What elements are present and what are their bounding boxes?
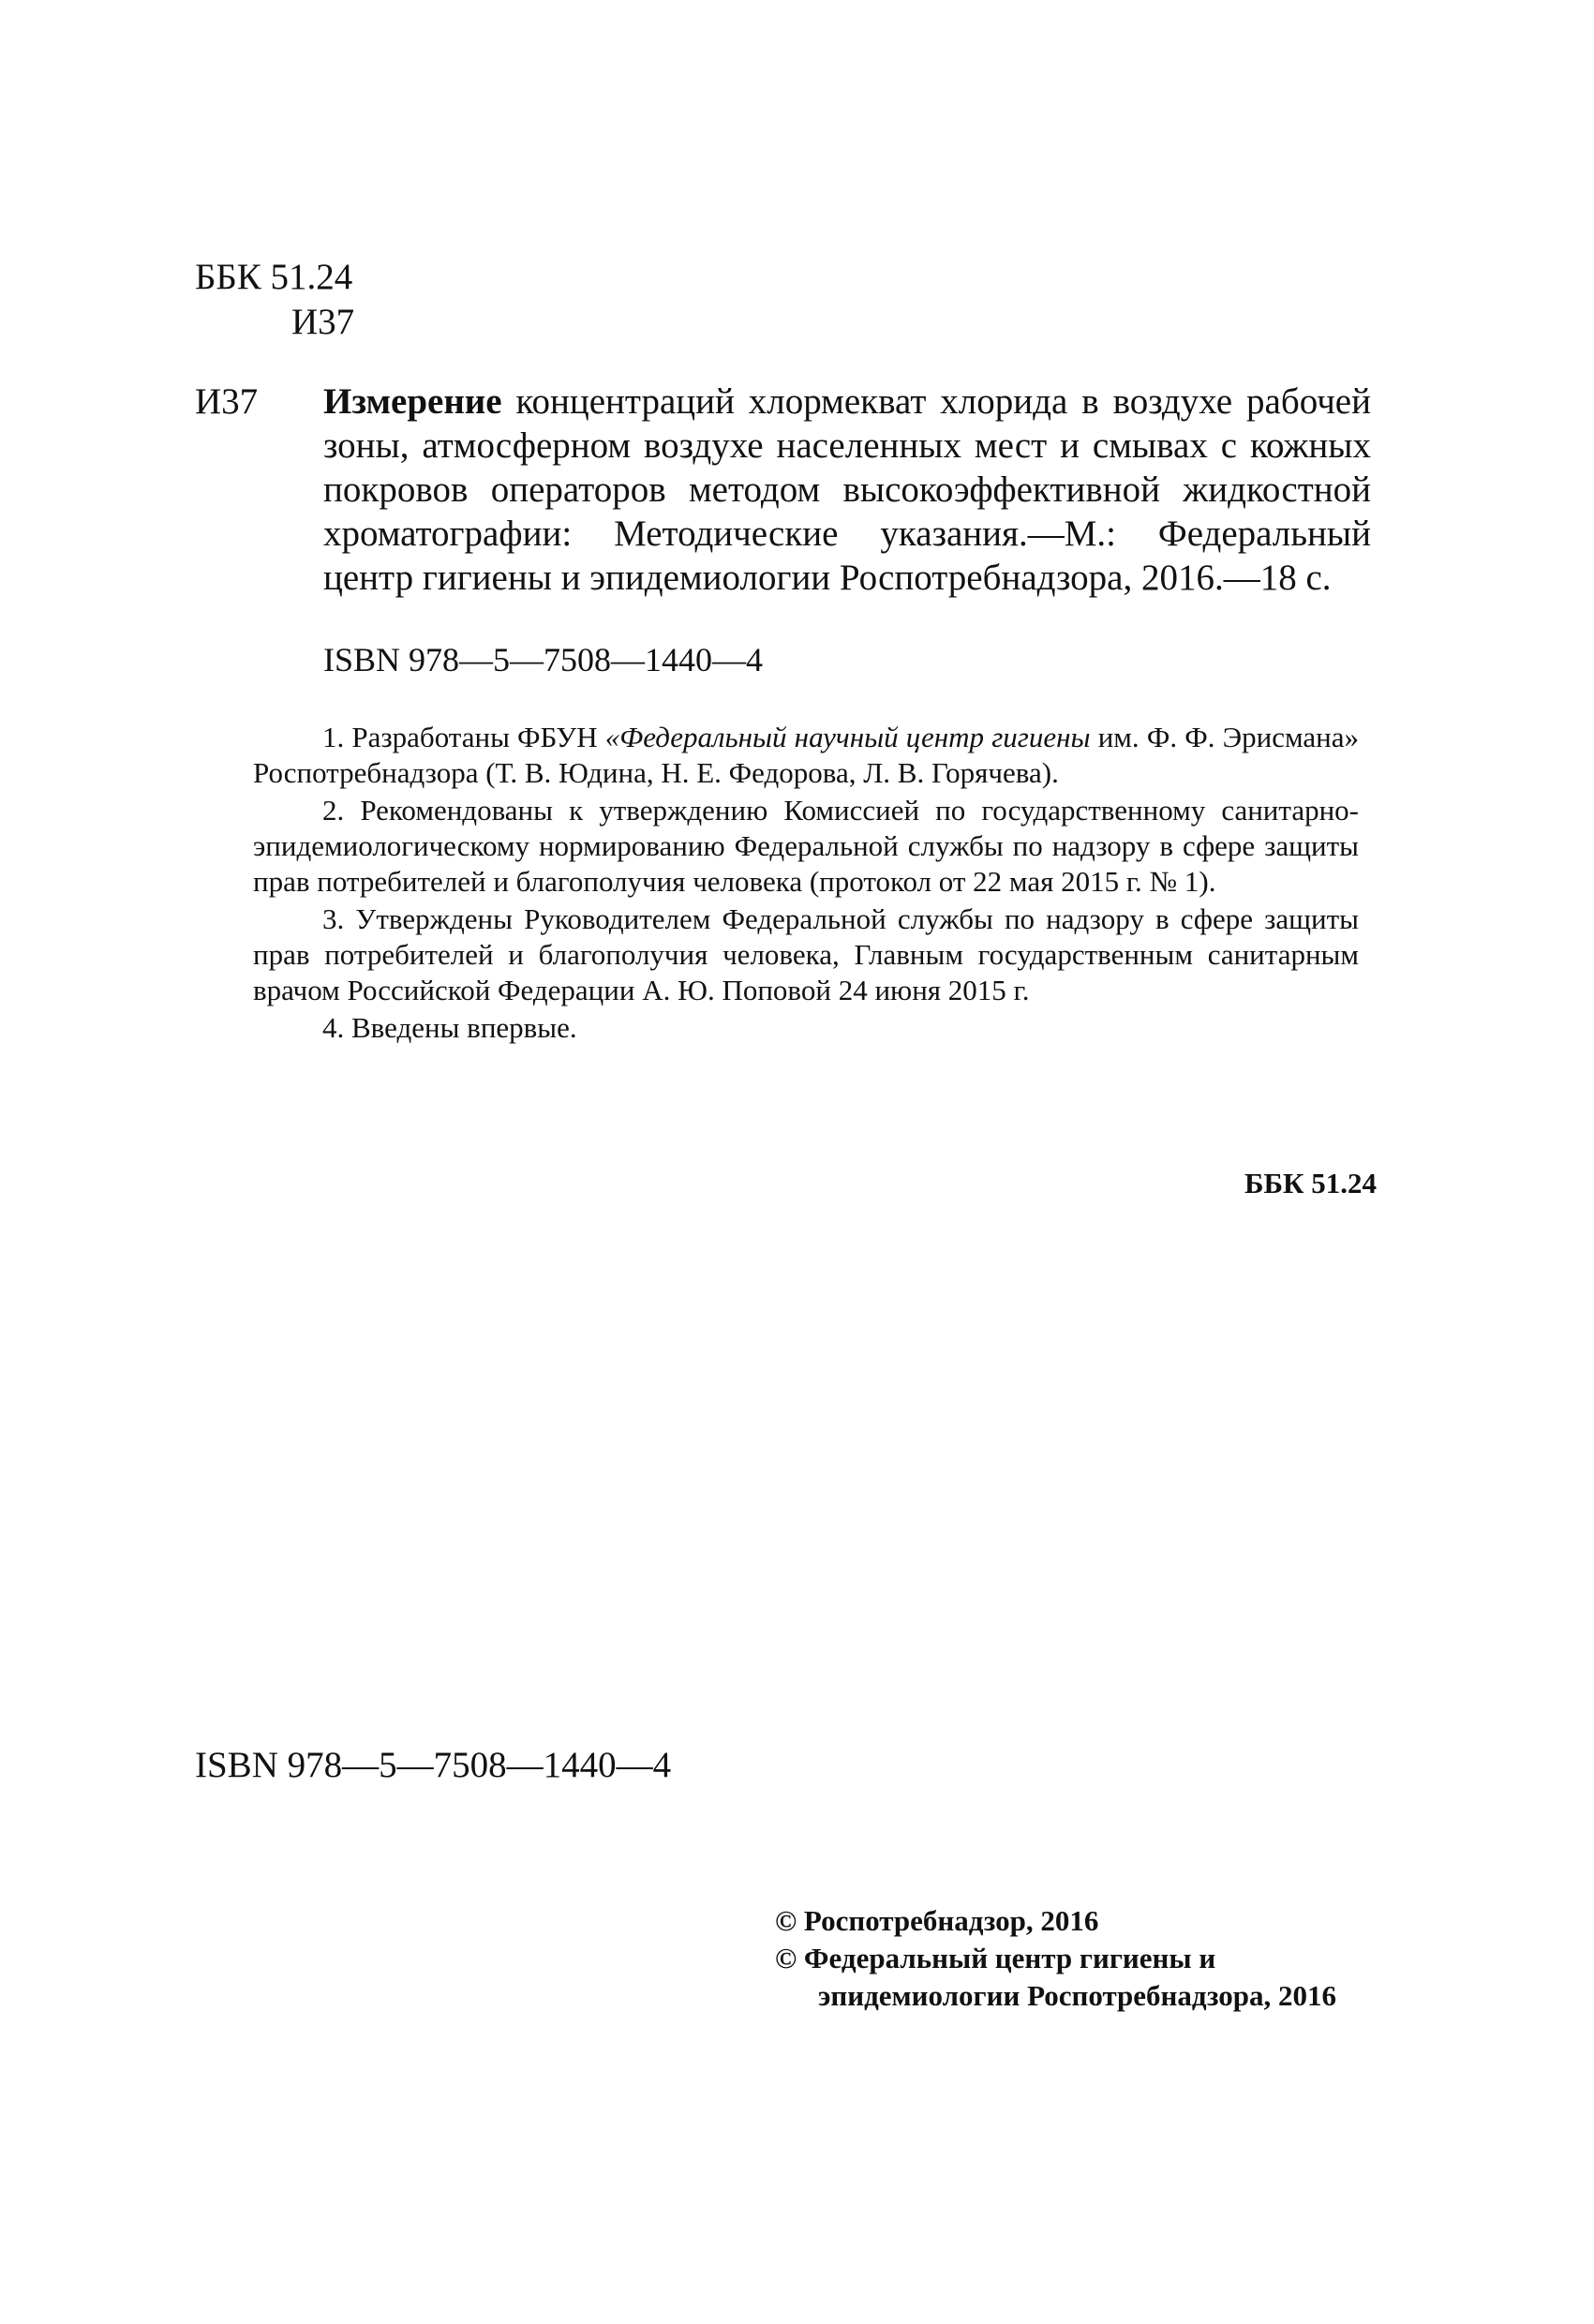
isbn-annotation: ISBN 978—5—7508—1440—4 <box>323 641 764 678</box>
isbn-bottom: ISBN 978—5—7508—1440—4 <box>195 1745 672 1785</box>
credit-item-recommended: 2. Рекомендованы к утверждению Комиссией по государственному санитарно-эпидемиологическому нормированию Федеральной службы по надзору в сфере защиты прав потребителей и благополучия человека (протокол от 22 мая 2015 г. № 1). <box>253 794 1359 898</box>
copyright-line-3: эпидемиологии Роспотребнадзора, 2016 <box>818 1979 1336 2012</box>
credit-item-developed <box>253 720 1359 791</box>
bbk-code: ББК 51.24 <box>195 257 353 297</box>
annotation-title-word: Измерение <box>323 381 502 422</box>
credit-developed-lead: 1. Разработаны ФБУН <box>322 721 605 753</box>
bbk-code-right: ББК 51.24 <box>1244 1167 1377 1199</box>
copyright-block <box>775 1902 1336 2015</box>
credit-item-introduced: 4. Введены впервые. <box>322 1011 577 1044</box>
annotation-text: концентраций хлормекват хлорида в воздухе рабочей зоны, атмосферном воздухе населенных мест и смывах с кожных покровов операторов методом высокоэффективной жидкостной хроматографии: Методические указания.—М.: Федеральный центр гигиены и эпидемиологии Роспотребнадзора, 2016.—18 с. <box>323 381 1371 598</box>
credit-developed-org: «Федеральный научный центр гигиены <box>604 721 1091 753</box>
copyright-line-2: © Федеральный центр гигиены и <box>775 1942 1216 1974</box>
credits-list <box>253 720 1359 1048</box>
author-mark: И37 <box>291 302 355 342</box>
credit-developed-rest: им. Ф. Ф. Эрисмана» Роспотребнадзора (Т. В. Юдина, Н. Е. Федорова, Л. В. Горячева). <box>253 721 1359 789</box>
credit-item-approved: 3. Утверждены Руководителем Федеральной службы по надзору в сфере защиты прав потребителей и благополучия человека, Главным государственным санитарным врачом Российской Федерации А. Ю. Поповой 24 июня 2015 г. <box>253 902 1359 1006</box>
bibliographic-annotation <box>323 380 1371 600</box>
copyright-line-1: © Роспотребнадзор, 2016 <box>775 1904 1099 1937</box>
annotation-author-mark: И37 <box>195 381 259 422</box>
